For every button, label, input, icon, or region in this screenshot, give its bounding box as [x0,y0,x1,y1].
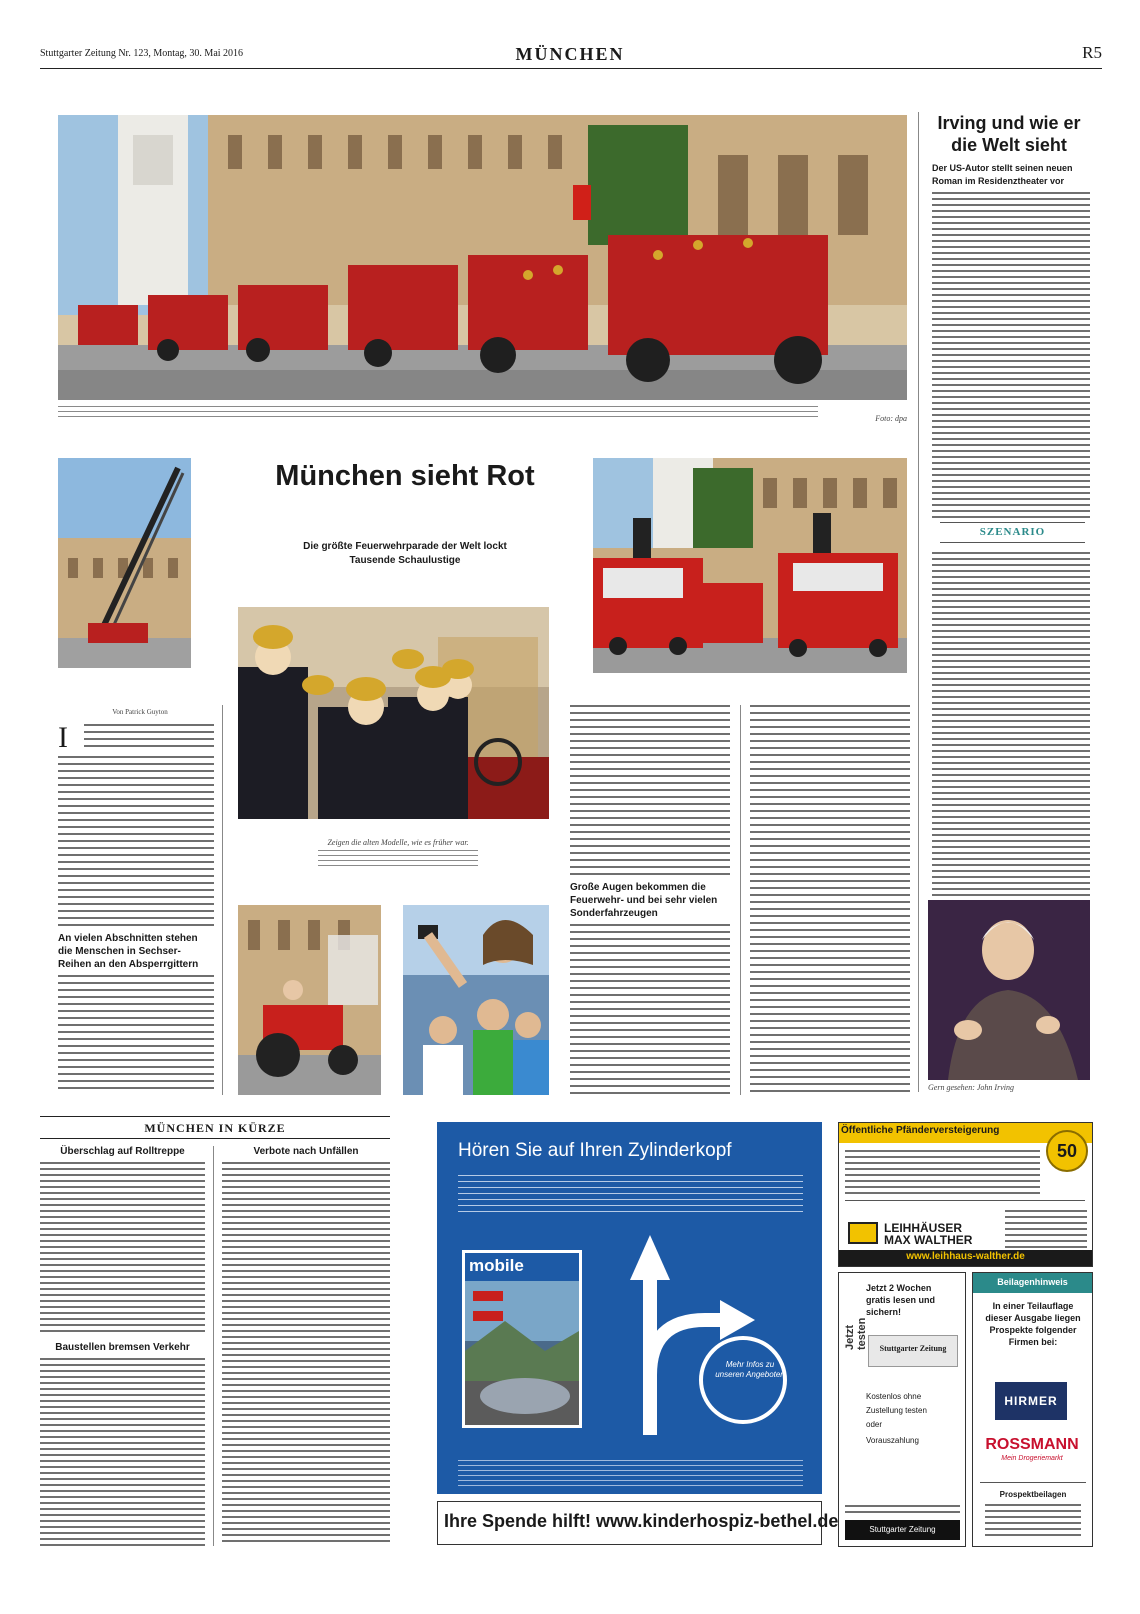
brief-text-3 [40,1358,205,1546]
brief-title-3: Baustellen bremsen Verkehr [55,1342,190,1353]
center-photo-caption: Zeigen die alten Modelle, wie es früher war. [327,838,469,847]
photo-modern-fire-trucks [593,458,907,673]
article-col3b-text [570,924,730,1094]
auction-branch-text [1005,1210,1087,1250]
subscription-option-1: Kostenlos ohne Zustellung testen [866,1392,927,1415]
brief-section-title: MÜNCHEN IN KÜRZE [144,1121,286,1135]
auction-company-line1: LEIHHÄUSER [884,1221,963,1235]
auction-url[interactable]: www.leihhaus-walther.de [906,1251,1025,1262]
top-photo-caption [58,406,818,418]
auction-title: Öffentliche Pfänderversteigerung [841,1125,1000,1136]
inserts-divider [980,1482,1086,1483]
brief-column-rule [213,1146,214,1546]
auction-anniversary-badge: 50 [1046,1130,1088,1172]
article-col4-text [750,705,910,1095]
auction-company-line2: MAX WALTHER [884,1233,973,1247]
photo-turntable-ladder [58,458,191,668]
center-caption-lines [318,850,478,868]
sidebar-rule [918,112,919,1092]
subscription-vertical-label: Jetzt testen [844,1317,868,1350]
column-rule-2 [740,705,741,1095]
ad-title: Hören Sie auf Ihren Zylinderkopf [458,1140,732,1161]
brand-hirmer: HIRMER [995,1382,1067,1420]
subscription-fine-print [845,1505,960,1513]
subscription-headline: Jetzt 2 Wochen gratis lesen und sichern! [866,1283,936,1317]
masthead-issue-line: Stuttgarter Zeitung Nr. 123, Montag, 30. Mai 2016 [40,48,244,59]
article-lead-lines [84,724,214,752]
ad-arrows-graphic [625,1225,805,1435]
brief-title-1: Überschlag auf Rolltreppe [60,1146,185,1157]
subscription-option-3: Vorauszahlung [866,1436,919,1445]
author-line: Von Patrick Guyton [112,708,168,716]
brief-rule-top [40,1116,390,1117]
sidebar-photo-caption: Gern gesehen: John Irving [928,1083,1014,1092]
masthead-rule [40,68,1102,69]
feature-headline: München sieht Rot [275,460,535,492]
photo-spectators-selfie [403,905,549,1095]
brand-rossmann: ROSSMANN [985,1436,1079,1453]
inserts-text: In einer Teilauflage dieser Ausgabe liegen Prospekte folgender Firmen bei: [985,1301,1081,1347]
scenario-body-text [932,552,1090,897]
ad-circle-text: Mehr Infos zu unseren Angeboten [715,1360,785,1379]
ad-donation-footer[interactable]: Ihre Spende hilft! www.kinderhospiz-bethel.de [437,1501,822,1545]
brief-text-2 [222,1162,390,1546]
ad-body-text [458,1175,803,1215]
rossmann-slogan: Mein Drogeriemarkt [1001,1455,1063,1462]
inserts-title: Beilagenhinweis [997,1277,1068,1287]
article-col1-text [58,756,214,930]
top-photo-credit: Foto: dpa [875,414,907,423]
subscription-newspaper-name: Stuttgarter Zeitung [879,1344,947,1353]
subscription-option-2: oder [866,1420,883,1429]
scenario-rule-top [940,522,1085,523]
inserts-footer: Prospektbeilagen [999,1490,1067,1499]
inserts-contact-text [985,1504,1081,1538]
photo-veteran-firefighters [238,607,549,819]
feature-subhead: Die größte Feuerwehrparade der Welt lockt Tausende Schaulustige [303,541,507,566]
scenario-label: SZENARIO [979,526,1046,538]
auction-logo-icon [848,1222,878,1244]
photo-tractor [238,905,381,1095]
brief-text-1 [40,1162,205,1332]
page-number: R5 [1082,43,1102,62]
ad-magazine-title: mobile [465,1253,579,1281]
photo-john-irving [928,900,1090,1080]
auction-details-text [845,1150,1040,1195]
sidebar-body-text [932,192,1090,522]
sidebar-subtitle: Der US-Autor stellt seinen neuen Roman im Residenztheater vor [932,163,1073,186]
ad-magazine-cover [462,1250,582,1428]
top-photo-fire-truck-parade [58,115,907,400]
brief-title-2: Verbote nach Unfällen [253,1146,359,1157]
auction-divider [845,1200,1085,1201]
article-col1b-text [58,975,214,1093]
crosshead-2: Große Augen bekommen die Feuerwehr- und bei sehr vielen Sonderfahrzeugen [570,882,718,919]
scenario-rule-bottom [940,542,1085,543]
ad-fine-print [458,1460,803,1486]
column-rule-1 [222,705,223,1095]
section-title: MÜNCHEN [515,44,625,64]
brief-rule-bottom [40,1138,390,1139]
article-col3-text [570,705,730,879]
sidebar-title: Irving und wie er die Welt sieht [937,113,1081,155]
drop-cap: I [58,721,68,754]
subscription-button[interactable]: Stuttgarter Zeitung [845,1520,960,1540]
crosshead-1: An vielen Abschnitten stehen die Menschen in Sechser-Reihen an den Absperrgittern [58,933,199,970]
